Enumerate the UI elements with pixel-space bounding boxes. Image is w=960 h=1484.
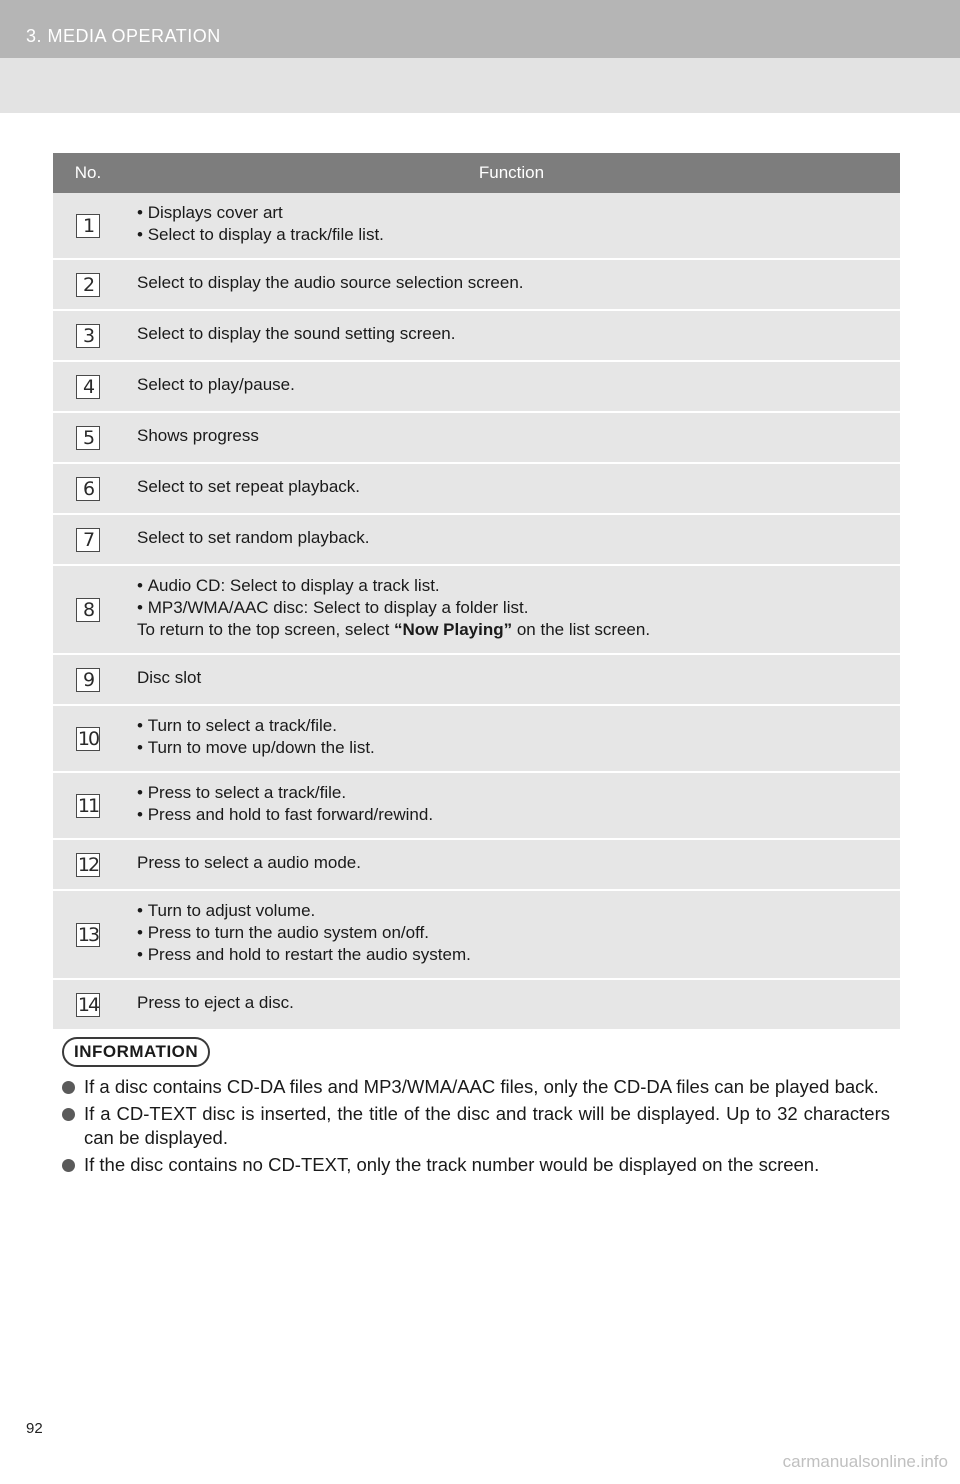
bullet-icon [62,1108,75,1121]
row-number-cell [53,772,123,839]
bullet-icon [62,1081,75,1094]
function-cell [123,259,900,310]
row-number-cell [53,463,123,514]
number-marker: 12 [77,853,99,876]
column-header-function: Function [123,153,900,193]
function-text [137,476,892,498]
function-text-part: Select to set random playback. [137,528,370,547]
information-text: If a disc contains CD-DA files and MP3/WMA/AAC files, only the CD-DA files can be played back. [84,1076,879,1097]
bullet-item: • Turn to adjust volume. [137,900,892,922]
function-text-part: Select to set repeat playback. [137,477,361,496]
function-cell [123,310,900,361]
information-text: If a CD-TEXT disc is inserted, the title of the disc and track will be displayed. Up to 32 characters can be displayed. [84,1103,890,1148]
bullet-item: • Turn to select a track/file. [137,715,892,737]
function-cell [123,654,900,705]
number-marker: 8 [76,598,100,622]
information-item [62,1075,890,1099]
number-marker: 6 [76,477,100,501]
row-number-cell [53,193,123,259]
row-number-cell [53,839,123,890]
function-text-part: Press to eject a disc. [137,993,294,1012]
function-text [137,619,892,641]
bullet-item: • Press to select a track/file. [137,782,892,804]
section-title: 3. MEDIA OPERATION [26,26,221,46]
column-header-no: No. [53,153,123,193]
function-text [137,272,892,294]
table-row [53,772,900,839]
bullet-item: • Press and hold to restart the audio system. [137,944,892,966]
function-text-part: on the list screen. [512,620,651,639]
number-marker: 4 [76,375,100,399]
table-row [53,310,900,361]
table-row [53,705,900,772]
number-marker: 11 [77,794,99,817]
function-text [137,852,892,874]
row-number-cell [53,705,123,772]
table-row [53,839,900,890]
table-row [53,890,900,979]
table-row [53,979,900,1030]
number-marker: 1 [76,214,100,238]
function-cell [123,890,900,979]
table-row [53,361,900,412]
information-item [62,1153,890,1177]
table-body [53,193,900,1030]
number-marker: 14 [77,993,99,1016]
function-cell [123,565,900,654]
row-number-cell [53,259,123,310]
table-row [53,654,900,705]
row-number-cell [53,514,123,565]
row-number-cell [53,654,123,705]
function-text-part: Select to display the sound setting screen. [137,324,456,343]
function-text [137,667,892,689]
bullet-item: • Select to display a track/file list. [137,224,892,246]
function-cell [123,839,900,890]
number-marker: 2 [76,273,100,297]
page-number: 92 [26,1420,43,1437]
table-row [53,193,900,259]
information-label: INFORMATION [62,1037,210,1067]
menu-item-reference: “Now Playing” [394,620,513,639]
information-list [62,1075,890,1180]
function-cell [123,514,900,565]
number-marker: 3 [76,324,100,348]
function-text-part: Select to display the audio source selection screen. [137,273,524,292]
function-cell [123,412,900,463]
function-cell [123,705,900,772]
row-number-cell [53,361,123,412]
function-text-part: Shows progress [137,426,259,445]
function-text-part: Disc slot [137,668,202,687]
number-marker: 5 [76,426,100,450]
table-row [53,565,900,654]
watermark: carmanualsonline.info [782,1452,948,1471]
bullet-item: • Press and hold to fast forward/rewind. [137,804,892,826]
function-text [137,425,892,447]
bullet-item: • Press to turn the audio system on/off. [137,922,892,944]
row-number-cell [53,412,123,463]
function-text-part: To return to the top screen, select [137,620,395,639]
function-text [137,374,892,396]
function-cell [123,772,900,839]
function-text-part: Select to play/pause. [137,375,295,394]
row-number-cell [53,890,123,979]
number-marker: 10 [77,727,99,750]
bullet-item: • Displays cover art [137,202,892,224]
function-table [53,153,900,1031]
bullet-item: • Turn to move up/down the list. [137,737,892,759]
table-row [53,463,900,514]
function-cell [123,463,900,514]
function-text-part: Press to select a audio mode. [137,853,361,872]
table-row [53,514,900,565]
bullet-item: • Audio CD: Select to display a track list. [137,575,892,597]
row-number-cell [53,565,123,654]
information-text: If the disc contains no CD-TEXT, only the track number would be displayed on the screen. [84,1154,820,1175]
bullet-item: • MP3/WMA/AAC disc: Select to display a folder list. [137,597,892,619]
header-band [0,58,960,113]
information-item [62,1102,890,1150]
bullet-icon [62,1159,75,1172]
function-text [137,323,892,345]
table-row [53,412,900,463]
function-text [137,992,892,1014]
header-bar [0,0,960,58]
function-text [137,527,892,549]
number-marker: 13 [77,923,99,946]
table-header-row [53,153,900,193]
function-cell [123,979,900,1030]
table-row [53,259,900,310]
function-cell [123,193,900,259]
row-number-cell [53,310,123,361]
row-number-cell [53,979,123,1030]
function-cell [123,361,900,412]
number-marker: 7 [76,528,100,552]
number-marker: 9 [76,668,100,692]
